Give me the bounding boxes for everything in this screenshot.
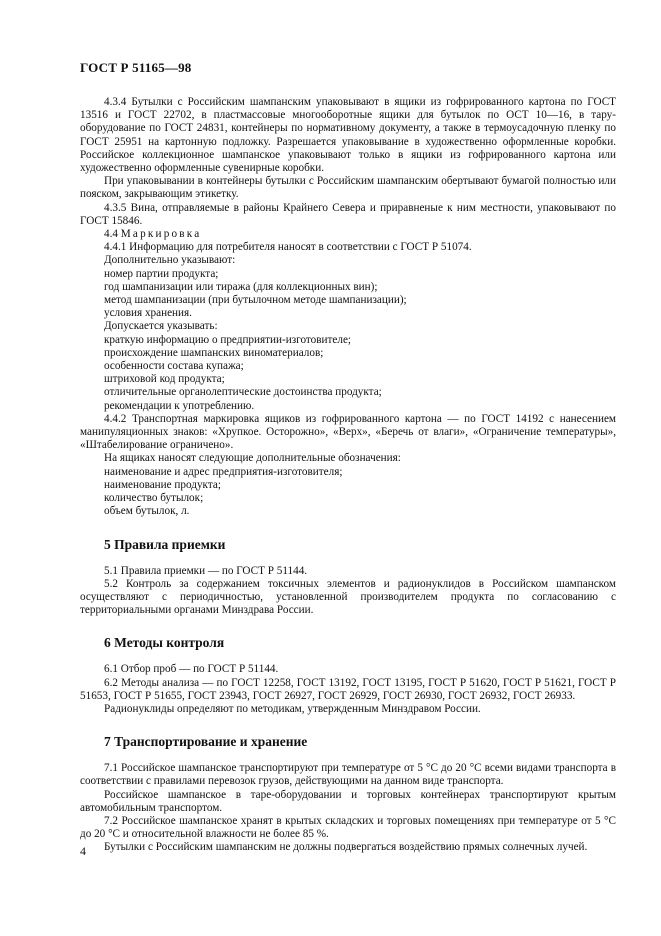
paragraph-5-2: 5.2 Контроль за содержанием токсичных элементов и радионуклидов в Российском шампанском осуществляют с периодичностью, установленной производителем продукта по согласованию с территориальными органами Минздрава России. xyxy=(80,577,616,617)
subsection-number: 4.4 xyxy=(104,228,118,241)
section-6-heading: 6 Методы контроля xyxy=(104,635,225,651)
paragraph-7-2: 7.2 Российское шампанское хранят в крытых складских и торговых помещениях при температуре от 5 °С до 20 °С и относительной влажности не более 85 %. xyxy=(80,814,616,841)
list-intro: Дополнительно указывают: xyxy=(104,254,236,267)
list-item: происхождение шампанских виноматериалов; xyxy=(104,346,324,359)
document-body xyxy=(80,96,616,855)
list-item: отличительные органолептические достоинства продукта; xyxy=(104,386,382,399)
paragraph-4-3-4: 4.3.4 Бутылки с Российским шампанским упаковывают в ящики из гофрированного картона по ГОСТ 13516 и ГОСТ 22702, в пластмассовые многооборотные ящики для бутылок по ОСТ 10—16, в тару-оборудование по ГОСТ 24831, контейнеры по нормативному документу, а также в термоусадочную пленку по ГОСТ 25951 на картонную подложку. Разрешается упаковывание в художественно оформленные коробки. Российское коллекционное шампанское упаковывают только в ящики из гофрированного картона или художественно оформленные сувенирные коробки. xyxy=(80,96,616,175)
page-number: 4 xyxy=(80,844,86,858)
list-item: объем бутылок, л. xyxy=(104,505,190,518)
paragraph-4-3-5: 4.3.5 Вина, отправляемые в районы Крайнего Севера и приравненые к ним местности, упаковывают по ГОСТ 15846. xyxy=(80,201,616,227)
list-item: условия хранения. xyxy=(104,307,192,320)
paragraph-5-1: 5.1 Правила приемки — по ГОСТ Р 51144. xyxy=(104,564,308,577)
paragraph-4-4-2: 4.4.2 Транспортная маркировка ящиков из гофрированного картона — по ГОСТ 14192 с нанесением манипуляционных знаков: «Хрупкое. Осторожно», «Верх», «Беречь от влаги», «Ограничение температуры», «Штабелирование ограничено». xyxy=(80,412,616,452)
paragraph-6-2: 6.2 Методы анализа — по ГОСТ 12258, ГОСТ 13192, ГОСТ 13195, ГОСТ Р 51620, ГОСТ Р 51621, ГОСТ Р 51653, ГОСТ Р 51655, ГОСТ 23943, ГОСТ 26927, ГОСТ 26929, ГОСТ 26930, ГОСТ 26932, ГОСТ 26933. xyxy=(80,676,616,702)
list-item: особенности состава купажа; xyxy=(104,360,244,373)
subsection-title: Маркировка xyxy=(120,228,202,241)
list-item: год шампанизации или тиража (для коллекционных вин); xyxy=(104,280,378,293)
paragraph-7-2-b: Бутылки с Российским шампанским не должны подвергаться воздействию прямых солнечных лучей. xyxy=(104,841,588,854)
paragraph-6-1: 6.1 Отбор проб — по ГОСТ Р 51144. xyxy=(104,663,279,676)
paragraph-4-4-1: 4.4.1 Информацию для потребителя наносят в соответствии с ГОСТ Р 51074. xyxy=(104,241,472,254)
list-intro: Допускается указывать: xyxy=(104,320,218,333)
paragraph-7-1-b: Российское шампанское в таре-оборудовании и торговых контейнерах транспортируют крытым автомобильным транспортом. xyxy=(80,788,616,814)
list-item: количество бутылок; xyxy=(104,492,204,505)
list-item: наименование продукта; xyxy=(104,478,221,491)
section-7-heading: 7 Транспортирование и хранение xyxy=(104,734,308,750)
list-item: номер партии продукта; xyxy=(104,267,219,280)
section-5-heading: 5 Правила приемки xyxy=(104,536,226,552)
paragraph-7-1: 7.1 Российское шампанское транспортируют при температуре от 5 °С до 20 °С всеми видами транспорта в соответствии с правилами перевозок грузов, действующими на данном виде транспорта. xyxy=(80,762,616,788)
paragraph-6-2-b: Радионуклиды определяют по методикам, утвержденным Минздравом России. xyxy=(104,702,481,715)
list-intro: На ящиках наносят следующие дополнительные обозначения: xyxy=(104,452,401,465)
list-item: метод шампанизации (при бутылочном методе шампанизации); xyxy=(104,294,407,307)
list-item: краткую информацию о предприятии-изготовителе; xyxy=(104,333,352,346)
paragraph-4-3-4-b: При упаковывании в контейнеры бутылки с Российским шампанским обертывают бумагой полностью или пояском, закрывающим этикетку. xyxy=(80,175,616,201)
document-header: ГОСТ Р 51165—98 xyxy=(80,60,192,75)
subsection-4-4-heading xyxy=(80,228,616,241)
list-item: рекомендации к употреблению. xyxy=(104,399,255,412)
list-item: штриховой код продукта; xyxy=(104,373,225,386)
list-item: наименование и адрес предприятия-изготовителя; xyxy=(104,465,343,478)
